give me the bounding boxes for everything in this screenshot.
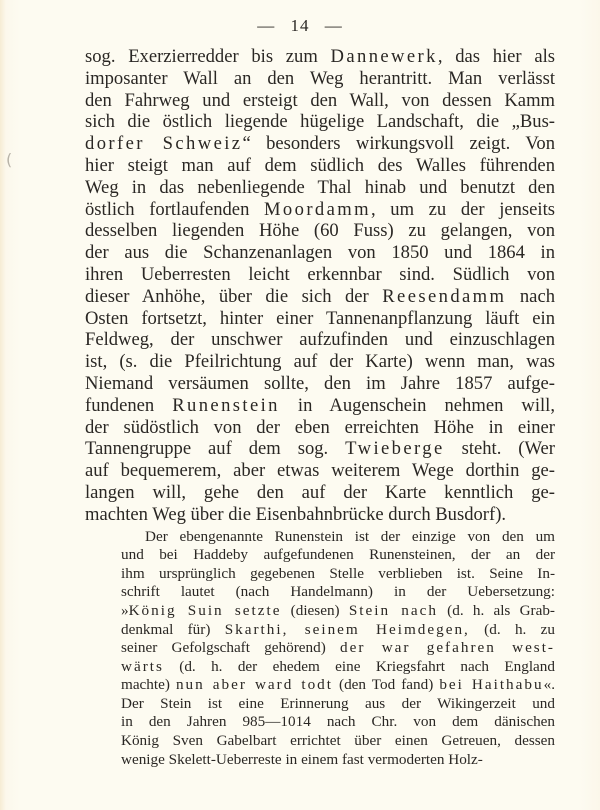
text-run: »: [121, 601, 129, 619]
text-column: [85, 46, 555, 769]
text-line: [85, 438, 555, 460]
text-run: auf bequemerem, aber etwas weiterem Wege dorthin ge-: [85, 460, 555, 482]
text-run: schrift lautet (nach Handelmann) in der Uebersetzung:: [121, 583, 555, 601]
emphasized-text: wärts: [121, 657, 164, 675]
text-run: Feldweg, der unschwer aufzufinden und einzuschlagen: [85, 329, 555, 351]
text-line: [85, 373, 555, 395]
text-run: in den Jahren 985—1014 nach Chr. von dem dänischen: [121, 713, 555, 731]
text-line: [85, 155, 555, 177]
text-run: (diesen): [281, 601, 349, 619]
text-run: «.: [543, 676, 555, 694]
page-number: — 14 —: [257, 16, 343, 35]
emphasized-text: dorfer Schweiz: [85, 133, 243, 155]
text-run: hier steigt man auf dem südlich des Walles führenden: [85, 154, 555, 176]
emphasized-text: Reesendamm: [382, 285, 507, 307]
text-line: [85, 286, 555, 308]
text-line: [85, 220, 555, 242]
text-line: [85, 242, 555, 264]
footnote-line: [121, 639, 555, 658]
text-run: (d. h. der ehedem eine Kriegsfahrt nach England: [163, 657, 555, 675]
text-run: Der Stein ist eine Erinnerung aus der Wikingerzeit und: [121, 694, 555, 712]
text-run: denkmal für): [121, 620, 225, 638]
text-run: ist, (s. die Pfeilrichtung auf der Karte) wenn man, was: [85, 351, 555, 373]
footnote-line: [121, 583, 555, 602]
emphasized-text: Dannewerk: [330, 46, 438, 67]
text-run: “ besonders wirkungsvoll zeigt. Von: [242, 133, 555, 155]
text-line: [85, 111, 555, 133]
text-run: in Augenschein nehmen will,: [279, 394, 555, 416]
text-line: [85, 177, 555, 199]
text-line: [85, 329, 555, 351]
footnote-line: [121, 565, 555, 584]
text-line: [85, 68, 555, 90]
emphasized-text: bei Haithabu: [439, 676, 544, 694]
text-run: (d. h. als Grab-: [437, 601, 555, 619]
text-run: steht. (Wer: [444, 438, 555, 460]
text-run: machten Weg über die Eisenbahnbrücke durch Busdorf).: [85, 503, 507, 525]
text-run: imposanter Wall an den Weg herantritt. Man verlässt: [85, 67, 555, 89]
footnote-line: [121, 528, 555, 547]
text-run: wenige Skelett-Ueberreste in einem fast vermoderten Holz-: [121, 750, 483, 768]
text-line: [85, 264, 555, 286]
text-run: sich die östlich liegende hügelige Landschaft, die „Bus-: [85, 111, 555, 133]
text-line: [85, 133, 555, 155]
text-run: sog. Exerzierredder bis zum: [85, 46, 331, 67]
footnote-line: [121, 602, 555, 621]
text-run: der südöstlich von der eben erreichten Höhe in einer: [85, 416, 555, 438]
text-run: seiner Gefolgschaft gehörend): [121, 639, 341, 657]
text-run: Tannengruppe auf dem sog.: [85, 438, 346, 460]
text-run: Weg in das nebenliegende Thal hinab und benutzt den: [85, 176, 555, 198]
text-run: ihren Ueberresten leicht erkennbar sind. Südlich von: [85, 263, 555, 285]
text-run: den Fahrweg und ersteigt den Wall, von dessen Kamm: [85, 89, 555, 111]
emphasized-text: Stein nach: [348, 601, 438, 619]
text-run: König Sven Gabelbart errichtet über einen Getreuen, dessen: [121, 732, 555, 750]
text-run: machte): [121, 676, 176, 694]
emphasized-text: Moordamm: [264, 198, 371, 220]
text-run: Niemand versäumen sollte, den im Jahre 1857 aufge-: [85, 372, 555, 394]
text-line: [85, 308, 555, 330]
text-line: [85, 504, 555, 526]
footnote-line: [121, 713, 555, 732]
text-run: der aus die Schanzenanlagen von 1850 und 1864 in: [85, 242, 555, 264]
text-run: (den Tod fand): [332, 676, 440, 694]
text-run: langen will, gehe den auf der Karte kenntlich ge-: [85, 481, 555, 503]
main-paragraph: [85, 46, 555, 526]
text-run: (d. h. zu: [469, 620, 555, 638]
emphasized-text: Skarthi, seinem Heimdegen,: [224, 620, 470, 638]
text-line: [85, 395, 555, 417]
text-run: und bei Haddeby aufgefundenen Runensteinen, der an der: [121, 546, 555, 564]
footnote-line: [121, 695, 555, 714]
text-run: Der ebengenannte Runenstein ist der einzige von den um: [145, 527, 555, 545]
text-run: dieser Anhöhe, über die sich der: [85, 285, 383, 307]
footnote-line: [121, 658, 555, 677]
text-line: [85, 460, 555, 482]
footnote-line: [121, 676, 555, 695]
text-run: , um zu der jenseits: [371, 198, 555, 220]
footnote-line: [121, 621, 555, 640]
text-run: nach: [506, 285, 555, 307]
text-run: desselben liegenden Höhe (60 Fuss) zu gelangen, von: [85, 220, 555, 242]
text-run: fundenen: [85, 394, 173, 416]
text-line: [85, 199, 555, 221]
text-line: [85, 46, 555, 68]
text-run: Osten fortsetzt, hinter einer Tannenanpflanzung läuft ein: [85, 307, 555, 329]
text-line: [85, 351, 555, 373]
margin-pencil-mark: (: [6, 150, 13, 169]
footnote-line: [121, 751, 555, 770]
text-run: , das hier als: [437, 46, 555, 67]
text-line: [85, 90, 555, 112]
text-line: [85, 417, 555, 439]
text-run: ihm ursprünglich gegebenen Stelle verblieben ist. Seine In-: [121, 564, 555, 582]
emphasized-text: der war gefahren west-: [340, 639, 555, 657]
footnote-line: [121, 732, 555, 751]
emphasized-text: Runenstein: [172, 394, 280, 416]
text-line: [85, 482, 555, 504]
emphasized-text: König Suin setzte: [128, 601, 282, 619]
text-run: östlich fortlaufenden: [85, 198, 264, 220]
footnote-line: [121, 546, 555, 565]
emphasized-text: nun aber ward todt: [175, 676, 333, 694]
footnote-paragraph: [121, 528, 555, 770]
emphasized-text: Twieberge: [345, 438, 445, 460]
